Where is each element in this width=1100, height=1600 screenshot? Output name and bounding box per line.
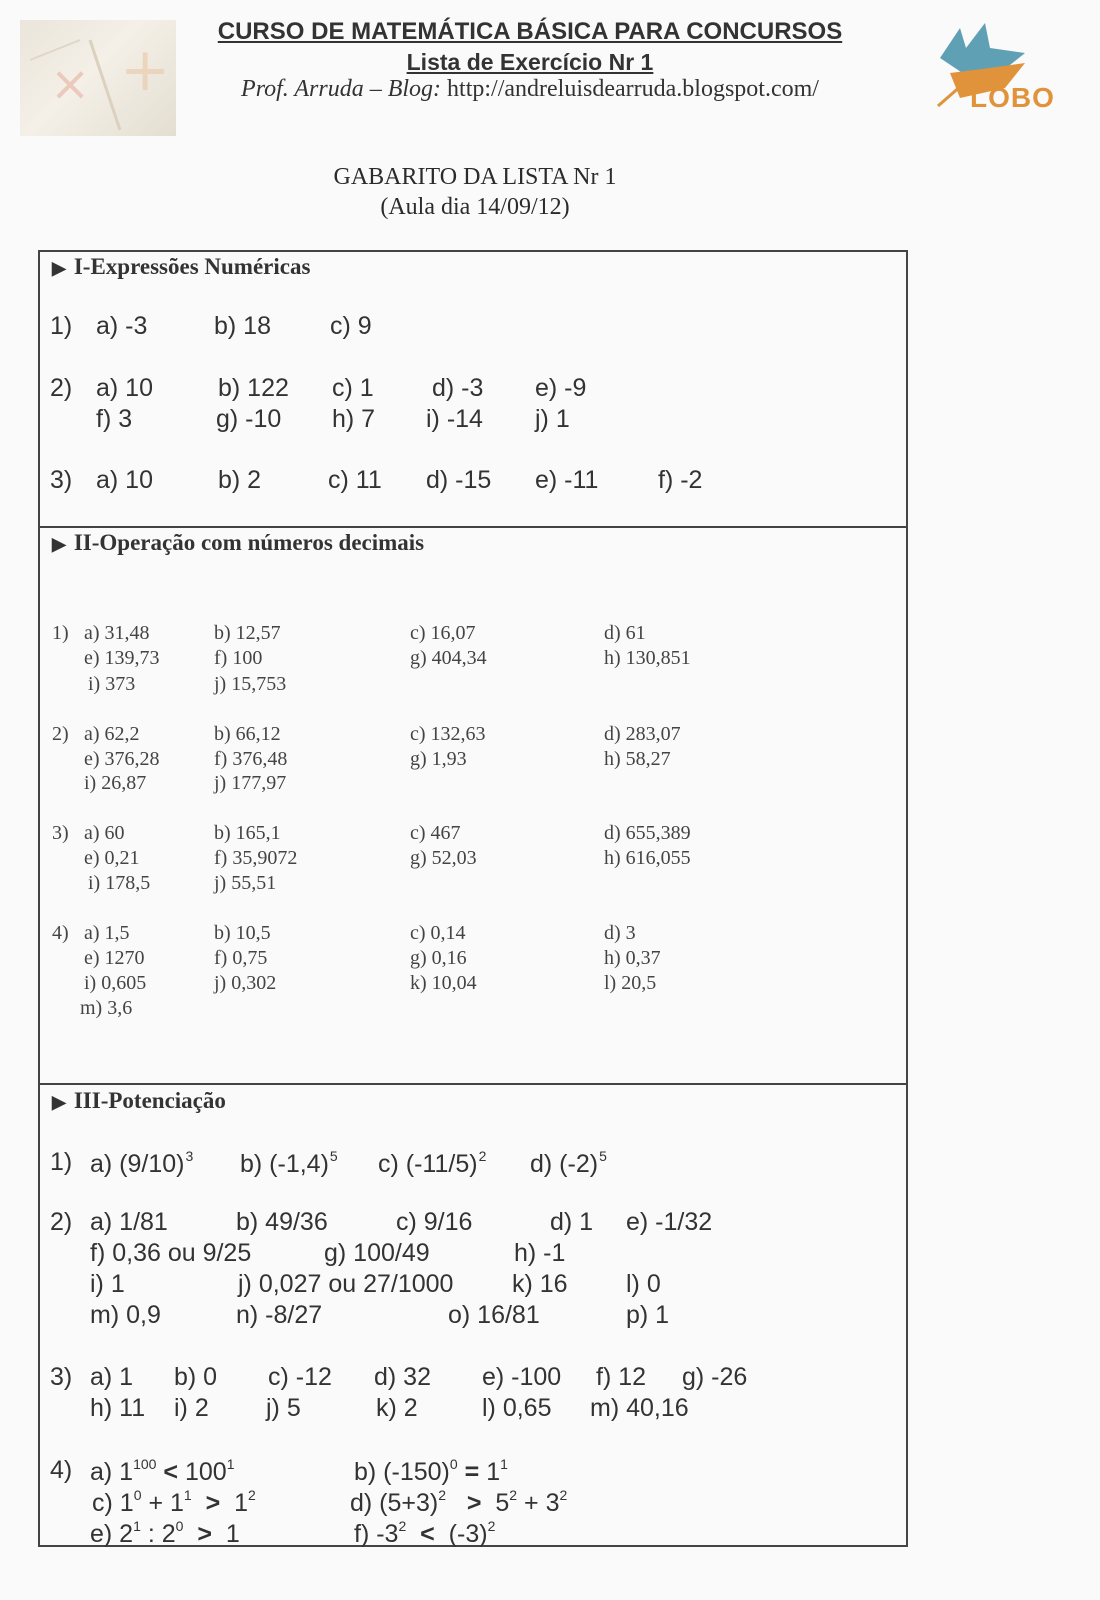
answer: a) 10 <box>96 374 153 402</box>
answer: l) 20,5 <box>604 972 657 994</box>
answer: b) 49/36 <box>236 1208 328 1236</box>
answer: m) 3,6 <box>80 997 133 1019</box>
answer: c) $(-11/5)^2$ <box>378 1148 487 1178</box>
answer: h) 11 <box>90 1394 146 1422</box>
answer: g) 404,34 <box>410 647 487 669</box>
answer: g) 0,16 <box>410 947 467 969</box>
comparison-answer: f) $-3^2 < (-3)^2$ <box>354 1518 496 1548</box>
answer: k) 16 <box>512 1270 568 1298</box>
answer: g) 52,03 <box>410 847 477 869</box>
answer: c) 16,07 <box>410 622 476 644</box>
answer: a) $(9/10)^3$ <box>90 1148 194 1178</box>
answer: h) 7 <box>332 405 376 433</box>
answer: d) 3 <box>604 922 636 944</box>
answer: c) 11 <box>328 466 382 494</box>
comparison-answer: c) $1^0 + 1^1 > 1^2$ <box>92 1487 256 1517</box>
gabarito-date: (Aula dia 14/09/12) <box>380 194 570 220</box>
answer: m) 0,9 <box>90 1301 161 1329</box>
answer: c) 0,14 <box>410 922 466 944</box>
answer: b) 66,12 <box>214 723 281 745</box>
answer: f) 100 <box>214 647 263 669</box>
answer: i) 0,605 <box>84 972 147 994</box>
answer: b) 2 <box>218 466 262 494</box>
triangle-bullet-icon: ▶ <box>52 1092 66 1112</box>
answer: d) -3 <box>432 374 484 402</box>
answer-box <box>38 250 908 1547</box>
answer: k) 10,04 <box>410 972 477 994</box>
answer: i) 373 <box>88 673 136 695</box>
answer: a) 62,2 <box>84 723 140 745</box>
answer: d) 1 <box>550 1208 594 1236</box>
answer: e) 1270 <box>84 947 145 969</box>
comparison-answer: e) $2^1$ : $2^0 > 1$ <box>90 1518 240 1548</box>
answer: j) 5 <box>266 1394 301 1422</box>
answer: c) 1 <box>332 374 374 402</box>
question-number: 3) <box>52 822 69 844</box>
answer: j) 1 <box>535 405 570 433</box>
answer: i) 178,5 <box>88 872 151 894</box>
answer: f) 0,75 <box>214 947 268 969</box>
answer: d) 32 <box>374 1363 431 1391</box>
gabarito-title <box>180 162 770 222</box>
math-symbols-graphic <box>20 20 176 136</box>
section-divider <box>38 1083 908 1085</box>
answer: j) 55,51 <box>214 872 277 894</box>
answer: b) $(-1,4)^5$ <box>240 1148 338 1178</box>
answer: p) 1 <box>626 1301 670 1329</box>
author-line <box>180 76 880 103</box>
answer: i) -14 <box>426 405 483 433</box>
answer: a) 1,5 <box>84 922 130 944</box>
section-3-title: ▶ III-Potenciação <box>52 1088 226 1113</box>
question-number: 1) <box>50 1148 73 1176</box>
answer: l) 0,65 <box>482 1394 552 1422</box>
answer: d) $(-2)^5$ <box>530 1148 607 1178</box>
answer: b) 12,57 <box>214 622 281 644</box>
answer: g) -10 <box>216 405 282 433</box>
lobo-text: LOBO <box>970 82 1055 113</box>
triangle-bullet-icon: ▶ <box>52 258 66 278</box>
answer: g) 100/49 <box>324 1239 430 1267</box>
answer: e) 0,21 <box>84 847 140 869</box>
answer: m) 40,16 <box>590 1394 689 1422</box>
answer: d) 61 <box>604 622 646 644</box>
answer: b) 18 <box>214 312 271 340</box>
section-2-title: ▶ II-Operação com números decimais <box>52 530 425 555</box>
answer: f) 12 <box>596 1363 647 1391</box>
question-number: 1) <box>50 312 73 340</box>
answer: h) 0,37 <box>604 947 661 969</box>
answer: b) 0 <box>174 1363 218 1391</box>
answer: k) 2 <box>376 1394 418 1422</box>
question-number: 1) <box>52 622 69 644</box>
comparison-answer: a) $1^{100} < 100^1$ <box>90 1456 235 1486</box>
triangle-bullet-icon: ▶ <box>52 534 66 554</box>
answer: a) 1 <box>90 1363 134 1391</box>
answer: e) -1/32 <box>626 1208 713 1236</box>
question-number: 4) <box>52 922 69 944</box>
answer: i) 26,87 <box>84 772 147 794</box>
section-divider <box>38 526 908 528</box>
answer: b) 122 <box>218 374 289 402</box>
question-number: 3) <box>50 1363 73 1391</box>
comparison-answer: b) $(-150)^0 = 1^1$ <box>354 1456 508 1486</box>
svg-text:+: + <box>120 35 171 105</box>
question-number: 4) <box>50 1456 73 1484</box>
answer: a) 31,48 <box>84 622 150 644</box>
answer: g) 1,93 <box>410 748 467 770</box>
question-number: 2) <box>50 374 73 402</box>
svg-text:×: × <box>50 56 91 112</box>
author-label: Prof. Arruda – Blog: <box>241 76 442 102</box>
answer: f) 35,9072 <box>214 847 298 869</box>
answer: j) 0,027 ou 27/1000 <box>238 1270 454 1298</box>
answer: e) -100 <box>482 1363 562 1391</box>
answer: d) 283,07 <box>604 723 681 745</box>
answer: n) -8/27 <box>236 1301 323 1329</box>
answer: d) 655,389 <box>604 822 691 844</box>
gabarito-heading: GABARITO DA LISTA Nr 1 <box>333 164 617 190</box>
answer: e) -9 <box>535 374 587 402</box>
answer: f) 3 <box>96 405 133 433</box>
answer: a) 10 <box>96 466 153 494</box>
answer: c) 9/16 <box>396 1208 473 1236</box>
answer: a) -3 <box>96 312 148 340</box>
lobo-logo <box>930 18 1070 118</box>
answer: c) -12 <box>268 1363 332 1391</box>
answer: h) 130,851 <box>604 647 691 669</box>
answer: a) 60 <box>84 822 125 844</box>
question-number: 2) <box>50 1208 73 1236</box>
answer: i) 2 <box>174 1394 209 1422</box>
blog-link[interactable]: http://andreluisdearruda.blogspot.com/ <box>447 76 819 102</box>
question-number: 2) <box>52 723 69 745</box>
answer: e) -11 <box>535 466 599 494</box>
answer: j) 15,753 <box>214 673 287 695</box>
answer: j) 0,302 <box>214 972 277 994</box>
answer: h) 58,27 <box>604 748 671 770</box>
answer: l) 0 <box>626 1270 661 1298</box>
course-logo <box>20 20 176 136</box>
answer: h) 616,055 <box>604 847 691 869</box>
answer: j) 177,97 <box>214 772 287 794</box>
answer: f) 0,36 ou 9/25 <box>90 1239 252 1267</box>
answer: d) -15 <box>426 466 492 494</box>
answer: c) 9 <box>330 312 372 340</box>
answer: b) 10,5 <box>214 922 271 944</box>
answer: e) 376,28 <box>84 748 160 770</box>
answer: e) 139,73 <box>84 647 160 669</box>
list-subtitle: Lista de Exercício Nr 1 <box>406 49 654 75</box>
answer: g) -26 <box>682 1363 748 1391</box>
answer: i) 1 <box>90 1270 125 1298</box>
section-1-title: ▶ I-Expressões Numéricas <box>52 254 311 279</box>
question-number: 3) <box>50 466 73 494</box>
answer: f) -2 <box>658 466 703 494</box>
answer: f) 376,48 <box>214 748 288 770</box>
answer: c) 132,63 <box>410 723 486 745</box>
answer: o) 16/81 <box>448 1301 540 1329</box>
answer: h) -1 <box>514 1239 566 1267</box>
course-title: CURSO DE MATEMÁTICA BÁSICA PARA CONCURSOS <box>217 18 843 45</box>
answer: b) 165,1 <box>214 822 281 844</box>
answer: c) 467 <box>410 822 461 844</box>
answer: a) 1/81 <box>90 1208 168 1236</box>
comparison-answer: d) $(5+3)^2$ > $5^2 + 3^2$ <box>350 1487 568 1517</box>
